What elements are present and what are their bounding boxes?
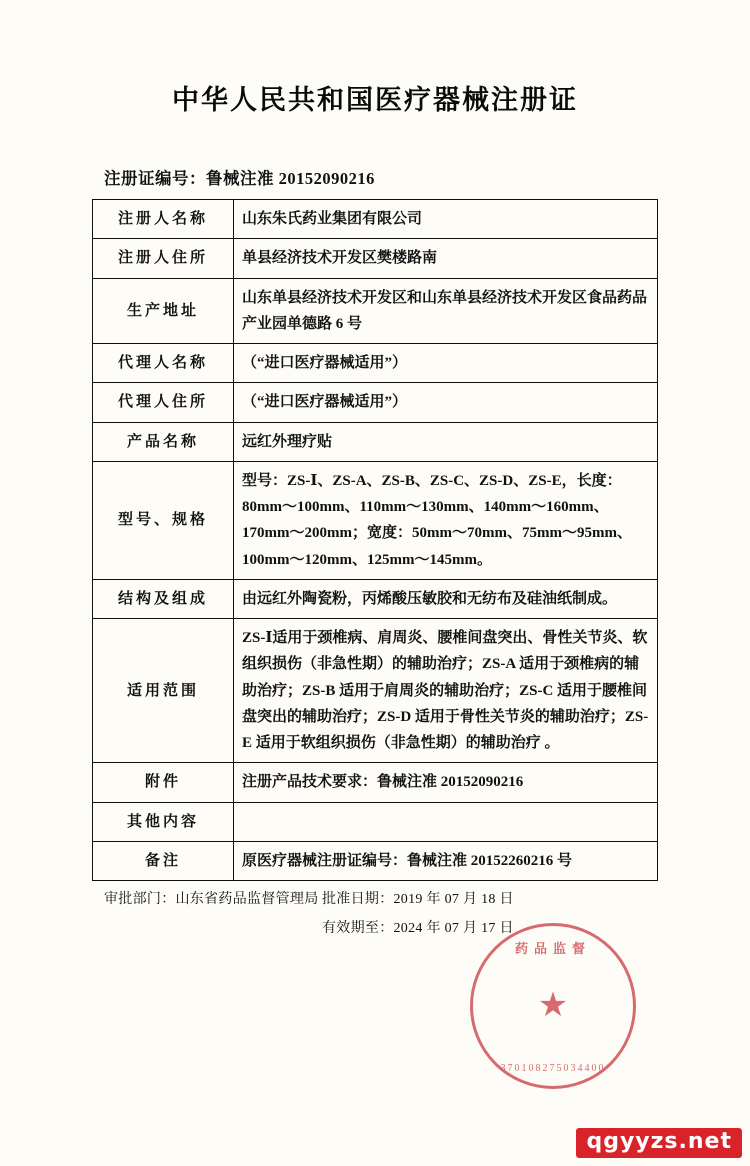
- row-label: 适用范围: [93, 619, 234, 763]
- row-label: 型号、规格: [93, 461, 234, 579]
- table-row: [93, 422, 658, 461]
- footer-row-approval: [104, 888, 670, 908]
- footer-row-validity: [104, 917, 670, 937]
- department-label: 审批部门：: [104, 892, 176, 907]
- row-label: 代理人名称: [93, 344, 234, 383]
- table-row: [93, 461, 658, 579]
- row-value: 单县经济技术开发区樊楼路南: [234, 239, 658, 278]
- row-label: 生产地址: [93, 278, 234, 344]
- valid-until-block: [322, 917, 514, 937]
- registration-number-line: [104, 165, 750, 189]
- site-watermark: qgyyzs.net: [576, 1128, 742, 1158]
- row-label: 注册人名称: [93, 200, 234, 239]
- row-value: [234, 802, 658, 841]
- seal-bottom-text: 370108275034400: [500, 1063, 606, 1074]
- certificate-page: [0, 78, 750, 1166]
- row-value: （“进口医疗器械适用”）: [234, 383, 658, 422]
- row-label: 其他内容: [93, 802, 234, 841]
- table-row: [93, 200, 658, 239]
- department-block: [104, 888, 322, 908]
- seal-top-text: 药品监督: [514, 941, 591, 956]
- page-title: 中华人民共和国医疗器械注册证: [172, 85, 578, 115]
- row-label: 注册人住所: [93, 239, 234, 278]
- table-row: [93, 383, 658, 422]
- approval-date-label: 批准日期：: [322, 892, 394, 907]
- department-value: 山东省药品监督管理局: [175, 892, 319, 907]
- row-label: 备注: [93, 841, 234, 880]
- row-value: 远红外理疗贴: [234, 422, 658, 461]
- row-label: 结构及组成: [93, 579, 234, 618]
- registration-number-label: 注册证编号：: [104, 169, 206, 188]
- row-value: 原医疗器械注册证编号：鲁械注准 20152260216 号: [234, 841, 658, 880]
- row-value: 山东朱氏药业集团有限公司: [234, 200, 658, 239]
- valid-until-value: 2024 年 07 月 17 日: [393, 921, 514, 936]
- table-row: [93, 802, 658, 841]
- row-label: 附件: [93, 763, 234, 802]
- valid-until-label: 有效期至：: [322, 921, 394, 936]
- registration-number-value: 鲁械注准 20152090216: [206, 169, 375, 188]
- row-value: （“进口医疗器械适用”）: [234, 344, 658, 383]
- table-row: [93, 619, 658, 763]
- certificate-table: [92, 199, 658, 881]
- row-value: 型号：ZS-Ⅰ、ZS-A、ZS-B、ZS-C、ZS-D、ZS-E，长度：80mm～100mm、110mm～130mm、140mm～160mm、170mm～200mm；宽度：50mm～70mm、75mm～95mm、100mm～120mm、125mm～145mm。: [234, 461, 658, 579]
- star-icon: ★: [537, 987, 569, 1024]
- row-label: 产品名称: [93, 422, 234, 461]
- table-row: [93, 579, 658, 618]
- row-value: ZS-Ⅰ适用于颈椎病、肩周炎、腰椎间盘突出、骨性关节炎、软组织损伤（非急性期）的辅助治疗；ZS-A 适用于颈椎病的辅助治疗；ZS-B 适用于肩周炎的辅助治疗；ZS-C 适用于腰椎间盘突出的辅助治疗；ZS-D 适用于骨性关节炎的辅助治疗；ZS-E 适用于软组织损伤（非急性期）的辅助治疗 。: [234, 619, 658, 763]
- table-row: [93, 763, 658, 802]
- row-label: 代理人住所: [93, 383, 234, 422]
- approval-date-value: 2019 年 07 月 18 日: [393, 892, 514, 907]
- certificate-footer: [104, 888, 670, 937]
- approval-date-block: [322, 888, 514, 908]
- table-row: [93, 344, 658, 383]
- table-row: [93, 239, 658, 278]
- row-value: 山东单县经济技术开发区和山东单县经济技术开发区食品药品产业园单德路 6 号: [234, 278, 658, 344]
- official-seal-stamp: [470, 923, 636, 1089]
- table-row: [93, 278, 658, 344]
- row-value: 由远红外陶瓷粉，丙烯酸压敏胶和无纺布及硅油纸制成。: [234, 579, 658, 618]
- row-value: 注册产品技术要求：鲁械注准 20152090216: [234, 763, 658, 802]
- table-row: [93, 841, 658, 880]
